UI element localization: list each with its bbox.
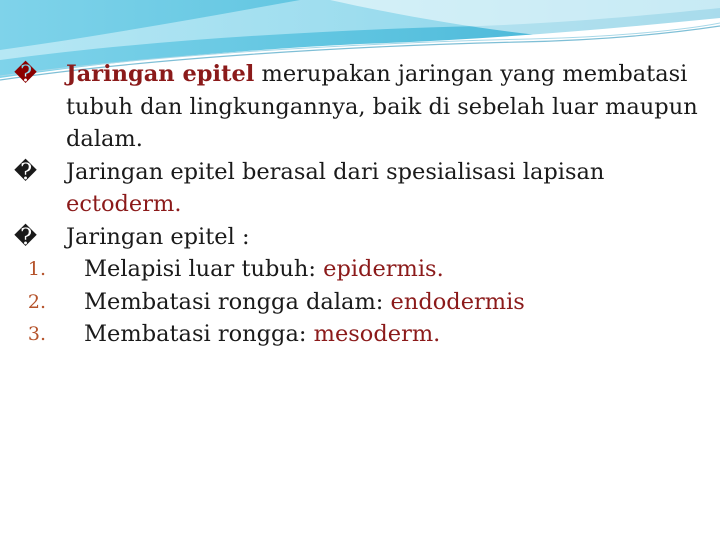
item-text: Melapisi luar tubuh: — [84, 256, 324, 282]
numbered-item-2 — [14, 286, 704, 319]
bullet-glyph-icon: � — [14, 158, 38, 185]
item-text: Membatasi rongga dalam: — [84, 288, 391, 315]
bullet-definition — [14, 58, 704, 156]
item-number: 3. — [27, 323, 46, 345]
numbered-item-3 — [14, 318, 704, 351]
item-text: Membatasi rongga: — [84, 321, 314, 347]
definition-text: merupakan jaringan yang membatasi tubuh dan lingkungannya, baik di sebelah luar maupun dalam. — [66, 61, 698, 152]
definition-term: Jaringan epitel — [66, 61, 255, 87]
list-heading-text: Jaringan epitel : — [66, 223, 250, 250]
item-highlight: epidermis. — [323, 256, 444, 282]
item-number: 1. — [27, 258, 46, 280]
origin-text: Jaringan epitel berasal dari spesialisasi lapisan — [66, 158, 605, 185]
item-number: 2. — [27, 290, 46, 313]
numbered-item-1 — [14, 253, 704, 286]
bullet-origin — [14, 156, 704, 221]
origin-highlight: ectoderm. — [66, 191, 182, 217]
slide-content — [14, 58, 704, 351]
item-highlight: endodermis — [390, 288, 525, 315]
item-highlight: mesoderm. — [313, 321, 441, 347]
bullet-glyph-icon: � — [14, 61, 38, 87]
bullet-list-heading — [14, 221, 704, 254]
bullet-glyph-icon: � — [14, 223, 38, 250]
